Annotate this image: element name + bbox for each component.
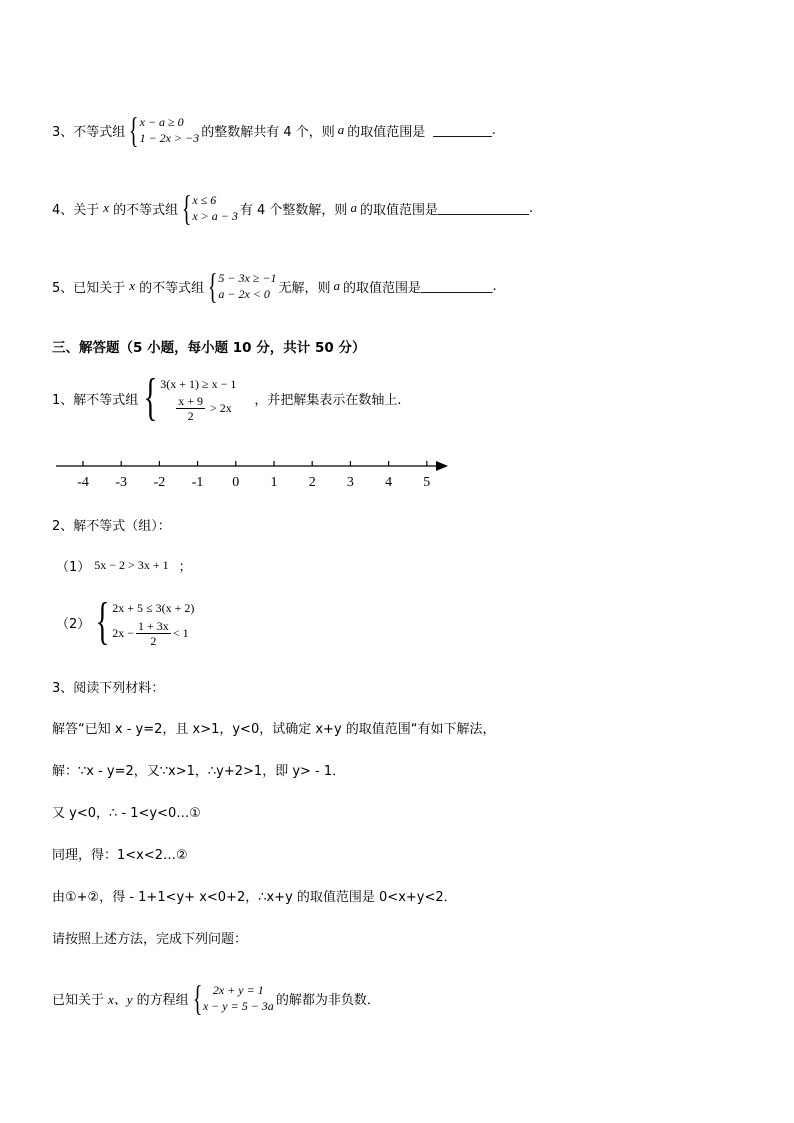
arrow-right-icon — [436, 461, 448, 471]
q3-text: 的整数解共有 4 个，则 — [201, 124, 335, 140]
left-brace-icon: { — [129, 110, 139, 150]
left-brace-icon: { — [95, 593, 110, 650]
problem-1 — [52, 369, 402, 426]
p2-fraction-numerator: 1 + 3x — [138, 618, 169, 633]
problem-3-line-2: 解：∵x - y=2，又∵x>1，∴y+2>1，即 y> - 1． — [52, 764, 346, 779]
p3-l7-prefix: 已知关于 — [52, 992, 105, 1008]
number-line-tick-label: -3 — [115, 475, 128, 490]
q5-prefix: 5、已知关于 — [52, 280, 126, 296]
p2-part2-row-2-head: 2x − — [112, 625, 135, 640]
left-brace-icon: { — [181, 188, 192, 228]
q5-inequality-system — [206, 268, 276, 304]
number-line-tick-label: 3 — [346, 475, 354, 490]
problem-3-line-5: 由①+②，得 - 1+1<y+ x<0+2，∴x+y 的取值范围是 0<x+y<2． — [52, 890, 457, 905]
problem-3-title: 3、阅读下列材料： — [52, 681, 165, 696]
number-line-tick-label: -4 — [77, 475, 89, 490]
problem-3-line-3: 又 y<0，∴ - 1<y<0…① — [52, 806, 201, 821]
number-line-axis — [56, 455, 451, 491]
q3-inequality-system — [127, 112, 199, 148]
p1-instruction: ，并把解集表示在数轴上. — [254, 392, 402, 408]
q5-text: 的不等式组 — [139, 280, 205, 296]
number-line-tick-label: -1 — [191, 475, 204, 490]
p3-equation-row-2: x − y = 5 − 3a — [202, 999, 274, 1013]
question-4 — [52, 190, 533, 226]
p2-inequality-system — [92, 593, 195, 650]
p1-inequality-system — [140, 369, 237, 426]
p3-equation-row-1: 2x + y = 1 — [212, 983, 264, 997]
q5-row-2: a − 2x < 0 — [218, 287, 270, 301]
section-heading: 三、解答题（5 小题，每小题 10 分，共计 50 分） — [52, 340, 366, 356]
q4-inequality-system — [180, 190, 238, 226]
p2-part2-row-1: 2x + 5 ≤ 3(x + 2) — [112, 600, 195, 615]
q4-prefix: 4、关于 — [52, 202, 100, 218]
p3-l7-post: 的解都为非负数． — [275, 992, 380, 1008]
problem-3-line-7 — [52, 980, 380, 1016]
q5-variable-a: a — [333, 278, 340, 293]
p2-part1-end: ； — [178, 560, 192, 575]
problem-2-title: 2、解不等式（组）： — [52, 519, 171, 534]
q4-variable-x: x — [103, 200, 110, 215]
problem-3-line-1: 解答“已知 x - y=2，且 x>1，y<0，试确定 x+y 的取值范围“有如下解法， — [52, 722, 496, 737]
left-brace-icon: { — [143, 369, 158, 426]
p1-fraction — [176, 394, 205, 423]
q5-text-3: 的取值范围是 — [342, 280, 421, 296]
q4-answer-blank[interactable]: ______________ — [437, 200, 529, 216]
q3-prefix: 3、不等式组 — [52, 124, 126, 140]
number-line-tick-label: -2 — [153, 475, 166, 490]
q4-row-2: x > a − 3 — [192, 209, 238, 223]
problem-2-part-1 — [56, 556, 192, 575]
number-line — [56, 455, 451, 491]
q4-text-2: 有 4 个整数解，则 — [239, 202, 348, 218]
q4-text-3: 的取值范围是 — [359, 202, 438, 218]
q4-variable-a: a — [350, 200, 357, 215]
left-brace-icon: { — [207, 266, 218, 306]
q5-variable-x: x — [129, 278, 136, 293]
p2-fraction-denominator: 2 — [150, 633, 157, 648]
q5-answer-blank[interactable]: ___________ — [421, 278, 493, 294]
p3-equation-system — [191, 980, 274, 1016]
question-5 — [52, 268, 497, 304]
problem-3-line-4: 同理，得：1<x<2…② — [52, 848, 188, 863]
q3-row-2: 1 − 2x > −3 — [139, 131, 200, 145]
problem-3-line-6: 请按照上述方法，完成下列问题： — [52, 932, 248, 947]
p1-fraction-numerator: x + 9 — [178, 393, 204, 408]
q4-text: 的不等式组 — [113, 202, 179, 218]
p2-part2-label: （2） — [56, 616, 91, 632]
p3-l7-variables: x、y — [108, 991, 133, 1007]
number-line-tick-label: 1 — [270, 475, 278, 490]
p2-part1-expression: 5x − 2 > 3x + 1 — [94, 558, 169, 572]
q5-row-1: 5 − 3x ≥ −1 — [218, 271, 277, 285]
p1-row-2-tail: > 2x — [210, 400, 232, 415]
number-line-tick-label: 4 — [385, 475, 393, 490]
problem-2-part-2 — [56, 593, 196, 650]
p3-l7-text: 的方程组 — [136, 992, 189, 1008]
q3-text-2: 的取值范围是 — [347, 124, 426, 140]
question-3 — [52, 112, 496, 148]
q3-row-1: x − a ≥ 0 — [139, 115, 184, 129]
p2-part1-label: （1） — [56, 560, 91, 575]
q4-row-1: x ≤ 6 — [192, 193, 217, 207]
p2-fraction — [136, 619, 171, 648]
p1-prefix: 1、解不等式组 — [52, 392, 139, 408]
number-line-tick-label: 5 — [423, 475, 431, 490]
number-line-tick-label: 2 — [308, 475, 316, 490]
number-line-tick-label: 0 — [232, 475, 240, 490]
q3-variable-a: a — [337, 122, 345, 137]
q3-end: . — [491, 122, 496, 138]
p1-fraction-denominator: 2 — [187, 408, 194, 423]
q3-answer-blank[interactable]: _________ — [433, 122, 492, 138]
left-brace-icon: { — [192, 978, 202, 1018]
q5-text-2: 无解，则 — [278, 280, 331, 296]
p2-part2-row-2-tail: < 1 — [172, 625, 189, 640]
q4-end: . — [528, 200, 534, 216]
q5-end: . — [492, 278, 497, 294]
p1-row-1: 3(x + 1) ≥ x − 1 — [160, 376, 237, 391]
